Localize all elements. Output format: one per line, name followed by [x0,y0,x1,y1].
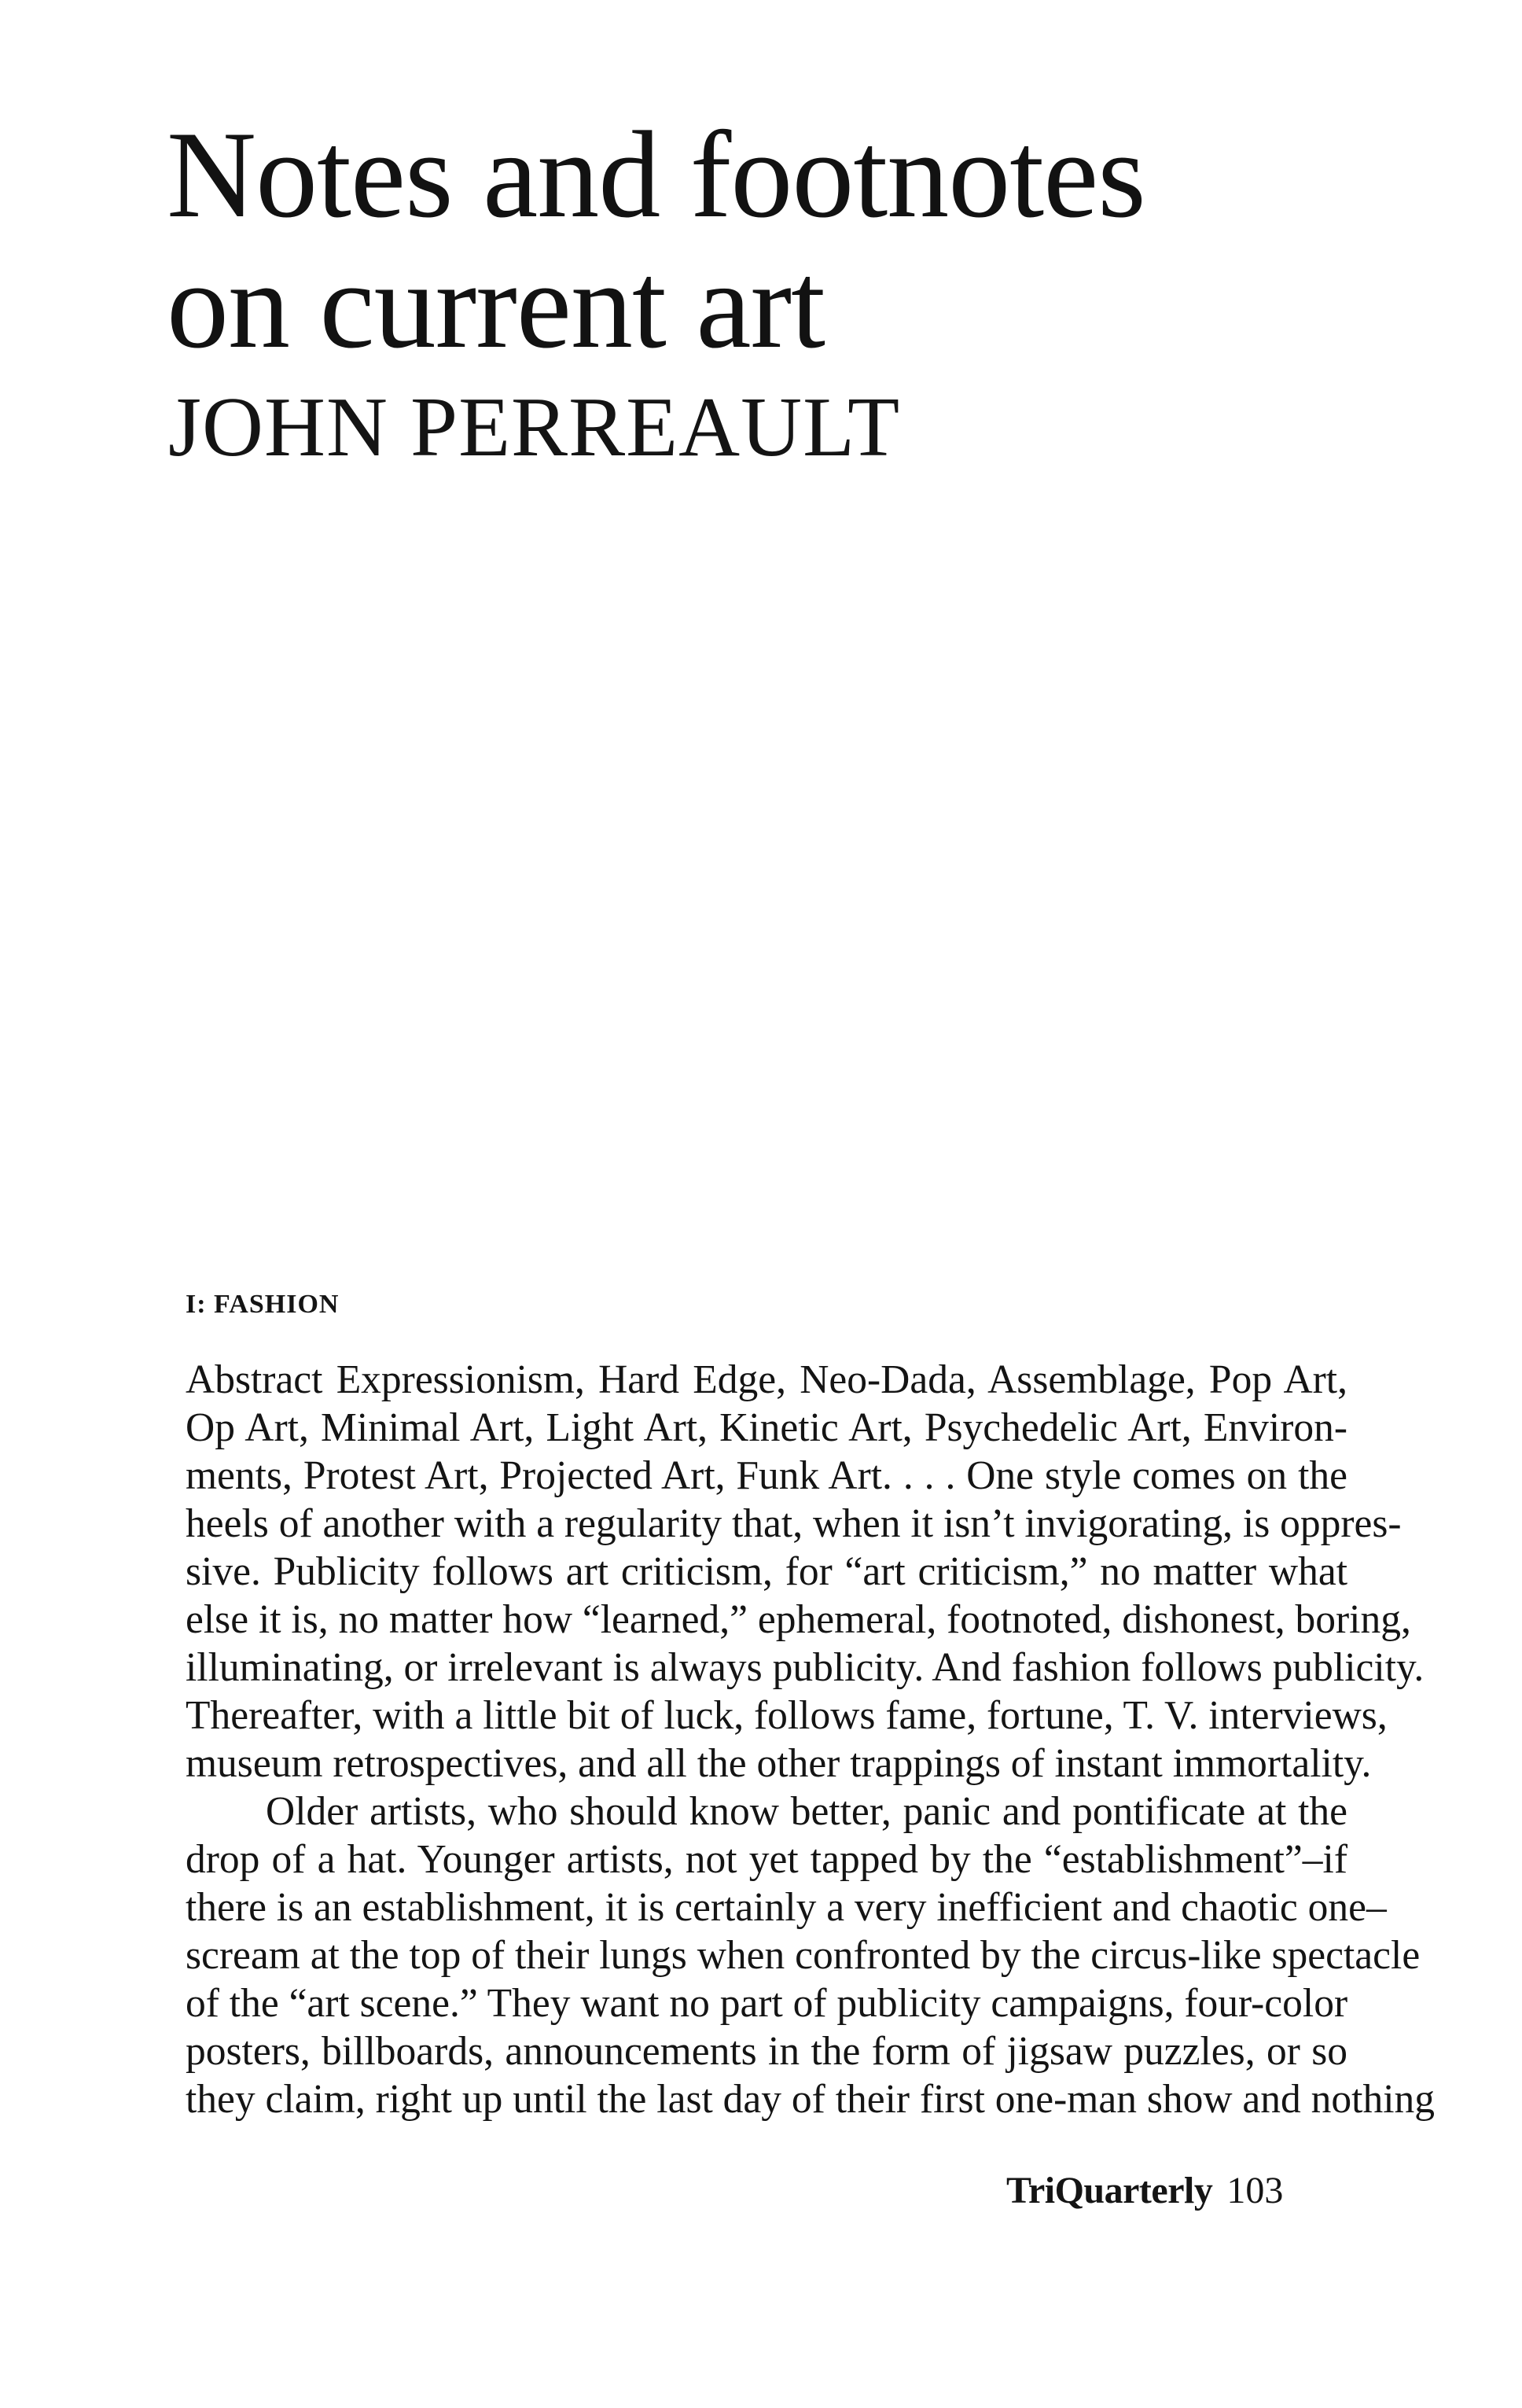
body-text [186,1356,1436,2123]
page-number: 103 [1226,2170,1284,2211]
text-line: sive. Publicity follows art criticism, for “art criticism,” no matter what [186,1549,1347,1594]
author-name: JOHN PERREAULT [168,381,901,474]
text-line: Thereafter, with a little bit of luck, follows fame, fortune, T. V. interviews, [186,1693,1388,1738]
text-line: heels of another with a regularity that, when it isn’t invigorating, is oppres- [186,1501,1402,1546]
text-line: they claim, right up until the last day of their first one-man show and nothing [186,2077,1436,2122]
section-heading: I: FASHION [186,1290,340,1319]
text-line: ments, Protest Art, Projected Art, Funk Art. . . . One style comes on the [186,1453,1347,1498]
article-title-line-2: on current art [167,237,825,374]
paragraph-2 [186,1788,1436,2123]
article-title [167,106,1145,374]
text-line: drop of a hat. Younger artists, not yet tapped by the “establishment”–if [186,1837,1347,1882]
paragraph-1 [186,1356,1425,1788]
text-line: Older artists, who should know better, panic and pontificate at the [266,1789,1347,1834]
text-line: Op Art, Minimal Art, Light Art, Kinetic Art, Psychedelic Art, Environ- [186,1405,1347,1450]
article-title-line-1: Notes and footnotes [167,106,1145,244]
text-line: there is an establishment, it is certainly a very inefficient and chaotic one– [186,1885,1387,1930]
text-line: of the “art scene.” They want no part of publicity campaigns, four-color [186,1981,1348,2026]
page-footer [1006,2169,1283,2212]
journal-name: TriQuarterly [1006,2170,1213,2211]
text-line: museum retrospectives, and all the other trappings of instant immortality. [186,1741,1372,1786]
text-line: else it is, no matter how “learned,” ephemeral, footnoted, dishonest, boring, [186,1597,1411,1642]
text-line: scream at the top of their lungs when confronted by the circus-like spectacle [186,1933,1421,1978]
text-line: posters, billboards, announcements in the form of jigsaw puzzles, or so [186,2029,1347,2074]
text-line: illuminating, or irrelevant is always publicity. And fashion follows publicity. [186,1645,1425,1690]
text-line: Abstract Expressionism, Hard Edge, Neo-Dada, Assemblage, Pop Art, [186,1357,1347,1402]
